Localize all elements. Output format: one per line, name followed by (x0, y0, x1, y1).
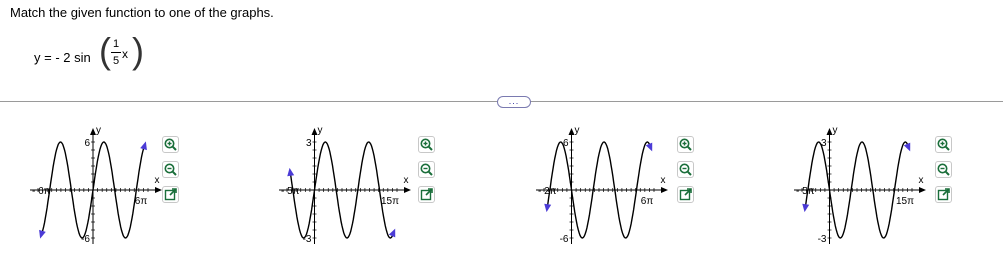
graph-option-c[interactable] (534, 126, 674, 271)
zoom-in-button[interactable] (935, 136, 952, 153)
zoom-in-button[interactable] (418, 136, 435, 153)
y-axis-label: y (317, 126, 323, 136)
graph-canvas (277, 126, 417, 266)
question-prompt: Match the given function to one of the graphs. (10, 5, 274, 20)
open-new-icon (419, 187, 434, 202)
ellipsis-label: ... (508, 96, 520, 106)
graph-canvas (534, 126, 674, 266)
graph-option-a[interactable] (28, 126, 168, 271)
y-min-label: -3 (817, 234, 827, 245)
y-min-label: -6 (81, 234, 90, 245)
x-max-label: 6π (640, 196, 654, 207)
curve-end-arrow (802, 204, 809, 212)
fraction-bar (111, 52, 121, 53)
zoom-in-button[interactable] (677, 136, 694, 153)
x-min-label: - 6π (32, 186, 51, 197)
x-axis-label: x (660, 175, 666, 186)
y-axis-label: y (574, 126, 580, 136)
x-axis-arrow (404, 187, 411, 193)
x-axis-label: x (918, 175, 924, 186)
open-new-button[interactable] (418, 186, 435, 203)
curve-end-arrow (39, 230, 46, 239)
open-new-button[interactable] (935, 186, 952, 203)
open-new-button[interactable] (677, 186, 694, 203)
zoom-out-icon (936, 162, 951, 177)
zoom-in-button[interactable] (162, 136, 179, 153)
more-options-button[interactable] (497, 96, 531, 108)
left-paren: ( (99, 30, 111, 71)
zoom-out-button[interactable] (418, 161, 435, 178)
zoom-out-icon (419, 162, 434, 177)
x-max-label: 6π (134, 196, 148, 207)
graph-canvas (792, 126, 932, 266)
y-max-label: 3 (820, 138, 827, 149)
x-max-label: 15π (380, 196, 400, 207)
zoom-out-button[interactable] (935, 161, 952, 178)
zoom-in-icon (936, 137, 951, 152)
zoom-in-icon (163, 137, 178, 152)
graph-canvas (28, 126, 168, 266)
zoom-out-button[interactable] (677, 161, 694, 178)
x-axis-arrow (919, 187, 926, 193)
open-new-icon (163, 187, 178, 202)
zoom-in-icon (678, 137, 693, 152)
open-new-icon (936, 187, 951, 202)
curve-end-arrow (287, 168, 294, 176)
zoom-out-icon (163, 162, 178, 177)
fraction-numerator: 1 (113, 38, 120, 50)
fraction-denominator: 5 (113, 55, 120, 67)
y-max-label: 3 (305, 138, 312, 149)
y-min-label: -3 (302, 234, 312, 245)
open-new-icon (678, 187, 693, 202)
y-axis-label: y (96, 126, 101, 136)
x-min-label: - 2π (538, 186, 557, 197)
zoom-in-icon (419, 137, 434, 152)
x-axis-arrow (661, 187, 668, 193)
zoom-out-button[interactable] (162, 161, 179, 178)
y-max-label: 6 (84, 138, 90, 149)
curve-end-arrow (544, 204, 551, 212)
y-min-label: -6 (559, 234, 569, 245)
graph-option-b[interactable] (277, 126, 417, 271)
y-max-label: 6 (562, 138, 569, 149)
open-new-button[interactable] (162, 186, 179, 203)
right-paren: ) (132, 30, 144, 71)
curve-end-arrow (140, 141, 147, 150)
x-min-label: - 5π (281, 186, 300, 197)
y-axis-label: y (832, 126, 838, 136)
zoom-out-icon (678, 162, 693, 177)
function-variable: x (122, 47, 128, 61)
x-axis-arrow (155, 187, 162, 193)
x-axis-label: x (403, 175, 409, 186)
x-axis-label: x (154, 175, 160, 186)
function-lhs: y = - 2 sin (34, 50, 91, 65)
graph-option-d[interactable] (792, 126, 932, 271)
x-max-label: 15π (895, 196, 915, 207)
x-min-label: - 5π (796, 186, 815, 197)
